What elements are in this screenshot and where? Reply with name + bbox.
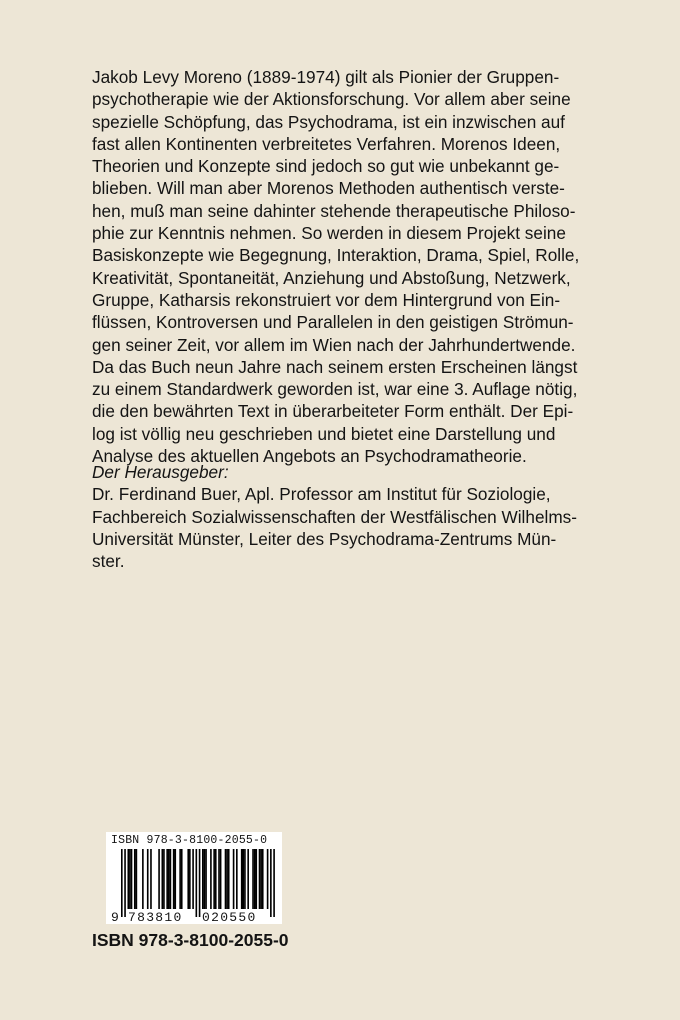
barcode-bar <box>247 849 249 909</box>
barcode-digit-lead: 9 <box>111 910 119 925</box>
barcode-bar <box>173 849 175 909</box>
barcode-bar <box>215 849 217 909</box>
barcode <box>106 832 282 924</box>
barcode-bar <box>213 849 215 909</box>
barcode-bar <box>205 849 207 909</box>
barcode-bar <box>189 849 191 909</box>
blurb-line: Analyse des aktuellen Angebots an Psychodramatheorie. <box>92 446 527 467</box>
publisher-info <box>92 461 592 572</box>
publisher-line: Fachbereich Sozialwissenschaften der Westfälischen Wilhelms- <box>92 506 577 527</box>
blurb-line: Gruppe, Katharsis rekonstruiert vor dem Hintergrund von Ein- <box>92 289 561 310</box>
barcode-bar <box>134 849 136 909</box>
barcode-bar <box>270 849 272 917</box>
barcode-bar <box>170 849 172 909</box>
barcode-bar <box>174 849 176 909</box>
publisher-line: Universität Münster, Leiter des Psychodrama-Zentrums Mün- <box>92 528 557 549</box>
barcode-bar <box>163 849 165 909</box>
barcode-digits-group1: 783810 <box>128 910 183 925</box>
barcode-bar <box>252 849 254 909</box>
blurb-line: Basiskonzepte wie Begegnung, Interaktion, Drama, Spiel, Rolle, <box>92 245 580 266</box>
blurb-line: spezielle Schöpfung, das Psychodrama, ist ein inzwischen auf <box>92 111 565 132</box>
barcode-bar <box>254 849 256 909</box>
barcode-bar <box>124 849 126 917</box>
barcode-bar <box>196 849 198 917</box>
blurb-line: psychotherapie wie der Aktionsforschung. Vor allem aber seine <box>92 89 571 110</box>
blurb-line: fast allen Kontinenten verbreitetes Verfahren. Morenos Ideen, <box>92 133 561 154</box>
barcode-bar <box>131 849 133 909</box>
barcode-bar <box>179 849 181 909</box>
publisher-line: Dr. Ferdinand Buer, Apl. Professor am Institut für Soziologie, <box>92 484 551 505</box>
blurb-line: Da das Buch neun Jahre nach seinem ersten Erscheinen längst <box>92 356 578 377</box>
publisher-role-label: Der Herausgeber: <box>92 462 229 482</box>
blurb-text <box>92 66 592 467</box>
publisher-line: ster. <box>92 551 125 572</box>
barcode-bar <box>255 849 257 909</box>
barcode-bar <box>142 849 144 909</box>
barcode-bar <box>129 849 131 909</box>
barcode-bar <box>233 849 235 909</box>
barcode-bar <box>168 849 170 909</box>
barcode-bar <box>218 849 220 909</box>
barcode-bar <box>202 849 204 909</box>
barcode-bar <box>181 849 183 909</box>
blurb-line: Jakob Levy Moreno (1889-1974) gilt als Pionier der Gruppen- <box>92 67 560 87</box>
barcode-bar <box>166 849 168 909</box>
blurb-line: die den bewährten Text in überarbeiteter Form enthält. Der Epi- <box>92 401 574 422</box>
barcode-bar <box>273 849 275 917</box>
barcode-bar <box>226 849 228 909</box>
barcode-digits <box>106 910 282 924</box>
barcode-bar <box>199 849 201 917</box>
blurb-line: Kreativität, Spontaneität, Anziehung und Abstoßung, Netzwerk, <box>92 267 571 288</box>
isbn-text: ISBN 978-3-8100-2055-0 <box>92 930 289 950</box>
barcode-bar <box>220 849 222 909</box>
blurb-line: hen, muß man seine dahinter stehende therapeutische Philoso- <box>92 200 576 221</box>
barcode-bar <box>192 849 194 909</box>
barcode-bar <box>241 849 243 909</box>
blurb-line: Theorien und Konzepte sind jedoch so gut wie unbekannt ge- <box>92 156 560 177</box>
barcode-bar <box>162 849 164 909</box>
blurb-line: phie zur Kenntnis nehmen. So werden in diesem Projekt seine <box>92 223 566 244</box>
barcode-bar <box>228 849 230 909</box>
blurb-line: blieben. Will man aber Morenos Methoden authentisch verste- <box>92 178 565 199</box>
barcode-bar <box>236 849 238 909</box>
barcode-bar <box>121 849 123 917</box>
blurb-line: zu einem Standardwerk geworden ist, war eine 3. Auflage nötig, <box>92 379 578 400</box>
barcode-bar <box>147 849 149 909</box>
barcode-bar <box>158 849 160 909</box>
blurb-line: log ist völlig neu geschrieben und bietet eine Darstellung und <box>92 423 556 444</box>
barcode-bar <box>127 849 129 909</box>
blurb-line: gen seiner Zeit, vor allem im Wien nach der Jahrhundertwende. <box>92 334 576 355</box>
barcode-bar <box>210 849 212 909</box>
barcode-bar <box>259 849 261 909</box>
barcode-bar <box>260 849 262 909</box>
blurb-line: flüssen, Kontroversen und Parallelen in den geistigen Strömun- <box>92 312 574 333</box>
barcode-isbn-label: ISBN 978-3-8100-2055-0 <box>111 834 268 847</box>
barcode-bar <box>204 849 206 909</box>
barcode-digits-group2: 020550 <box>202 910 257 925</box>
barcode-bar <box>150 849 152 909</box>
barcode-bar <box>187 849 189 909</box>
barcode-bar <box>244 849 246 909</box>
barcode-bar <box>267 849 269 909</box>
barcode-bar <box>136 849 138 909</box>
barcode-bar <box>225 849 227 909</box>
barcode-bar <box>262 849 264 909</box>
barcode-bar <box>243 849 245 909</box>
